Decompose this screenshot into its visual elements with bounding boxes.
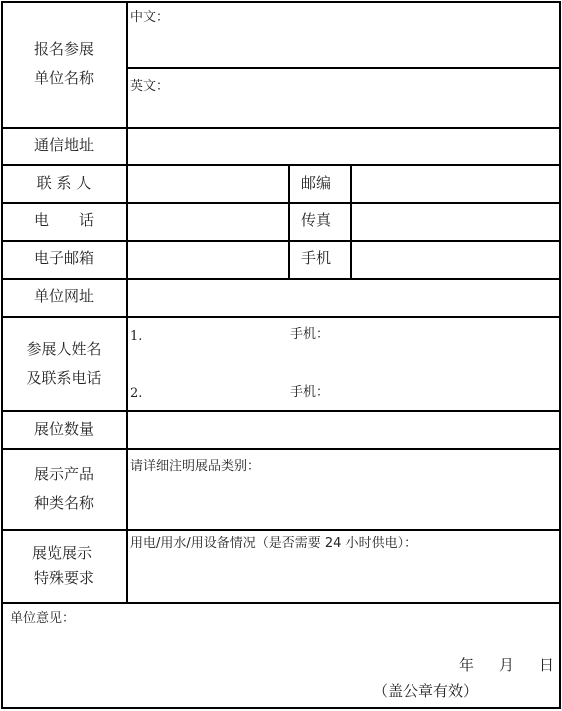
rule-after-products (2, 529, 560, 531)
org-name-chinese-label: 中文： (130, 10, 170, 25)
fax-label: 传真 (300, 211, 331, 229)
border-right (559, 1, 561, 709)
contact-label: 联 系 人 (36, 174, 92, 192)
rule-after-exhibitors (2, 410, 560, 412)
rule-after-address (2, 164, 560, 166)
org-name-label-line1: 报名参展 (33, 40, 94, 58)
exhibitor-1-number: 1. (130, 329, 143, 344)
requirements-hint: 用电/用水/用设备情况（是否需要 24 小时供电）： (130, 536, 418, 551)
rule-after-org-name (2, 127, 560, 129)
rule-label-column (126, 1, 128, 604)
rule-after-phone (2, 240, 560, 242)
rule-after-website (2, 316, 560, 318)
opinion-label: 单位意见： (10, 611, 76, 626)
postcode-label: 邮编 (300, 174, 331, 192)
border-bottom (2, 707, 560, 709)
rule-after-contact (2, 202, 560, 204)
rule-after-email (2, 278, 560, 280)
org-name-label-line2: 单位名称 (33, 69, 94, 87)
exhibitor-1-mobile-label: 手机： (290, 327, 330, 342)
date-day-label: 日 (539, 656, 555, 674)
exhibitor-2-number: 2. (130, 386, 143, 401)
date-month-label: 月 (499, 656, 515, 674)
rule-sublabel-column (350, 164, 352, 280)
rule-after-requirements (2, 602, 560, 604)
requirements-label-line1: 展览展示 (31, 544, 92, 562)
exhibitors-label-line2: 及联系电话 (26, 369, 102, 387)
booth-count-label: 展位数量 (33, 420, 94, 438)
website-label: 单位网址 (33, 287, 94, 305)
rule-after-booth (2, 448, 560, 450)
phone-label: 电 话 (33, 211, 94, 229)
products-hint: 请详细注明展品类别： (130, 459, 261, 474)
requirements-label-line2: 特殊要求 (33, 569, 94, 587)
date-year-label: 年 (459, 656, 475, 674)
mobile-label: 手机 (300, 249, 331, 267)
exhibitors-label-line1: 参展人姓名 (26, 340, 102, 358)
exhibitor-2-mobile-label: 手机： (290, 385, 330, 400)
seal-note: （盖公章有效） (373, 682, 479, 700)
border-top (2, 1, 560, 3)
email-label: 电子邮箱 (33, 249, 94, 267)
address-label: 通信地址 (33, 136, 94, 154)
products-label-line2: 种类名称 (33, 494, 94, 512)
products-label-line1: 展示产品 (33, 465, 94, 483)
org-name-english-label: 英文： (130, 79, 170, 94)
rule-org-name-split (127, 67, 560, 69)
